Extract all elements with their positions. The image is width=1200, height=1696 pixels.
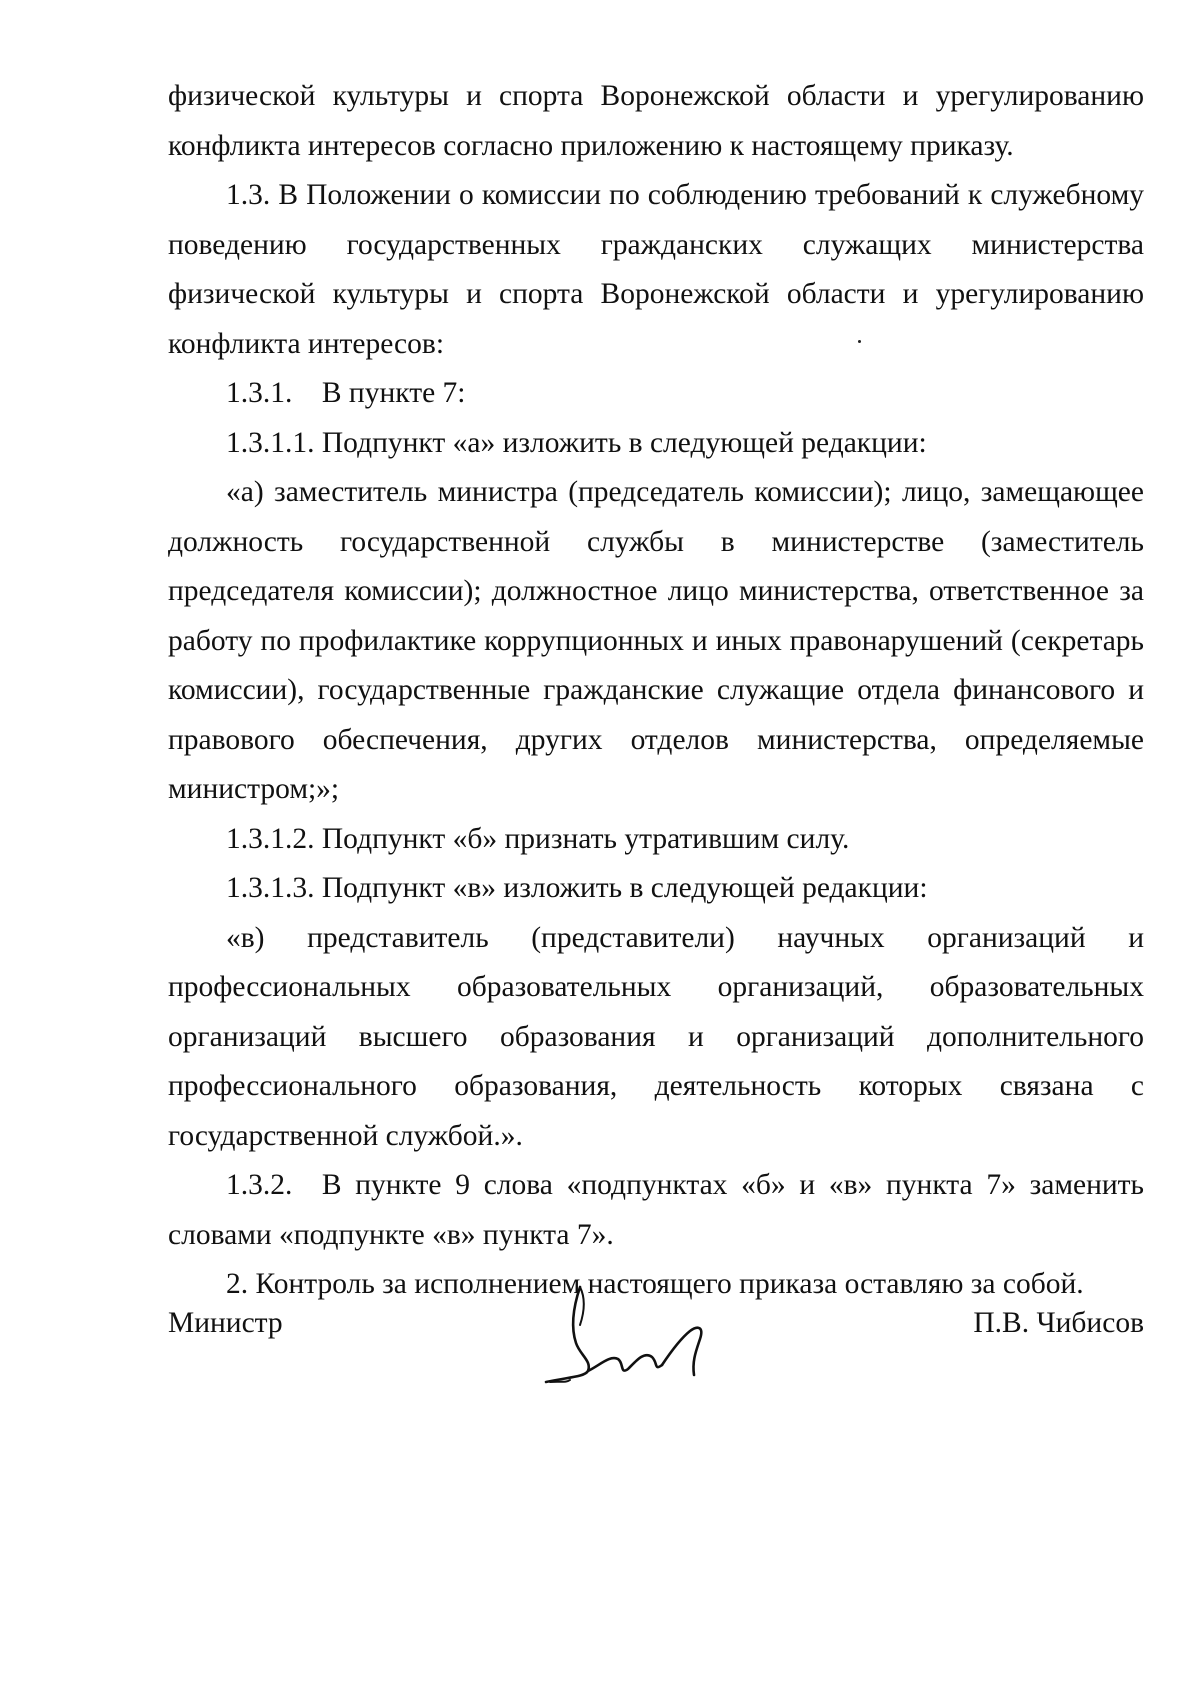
signatory-name: П.В. Чибисов [973, 1307, 1144, 1339]
paragraph-1-3-1-1: 1.3.1.1. Подпункт «а» изложить в следующей редакции: [226, 426, 927, 459]
paragraph-2: 2. Контроль за исполнением настоящего приказа оставляю за собой. [226, 1268, 1084, 1300]
paragraph-1-3-1-3: 1.3.1.3. Подпункт «в» изложить в следующей редакции: [226, 872, 928, 904]
paragraph-subpoint-v: «в) представитель (представители) научных организаций и профессиональных образовательных организаций, образовательных организаций высшего образования и организаций дополнительного профессионального образования, деятельность которых связана с государственной службой.». [168, 921, 1144, 1152]
paragraph-continuation: физической культуры и спорта Воронежской области и урегулированию конфликта интересов согласно приложению к настоящему приказу. [168, 80, 1144, 162]
paragraph-1-3-1-2: 1.3.1.2. Подпункт «б» признать утратившим силу. [226, 822, 850, 855]
document-body [168, 72, 1144, 1310]
paragraph-1-3-2: 1.3.2. В пункте 9 слова «подпунктах «б» и «в» пункта 7» заменить словами «подпункте «в» пункта 7». [168, 1169, 1144, 1251]
paragraph-1-3-1: 1.3.1. В пункте 7: [226, 377, 466, 409]
signatory-title: Министр [168, 1307, 283, 1339]
handwritten-signature [540, 1285, 730, 1390]
paragraph-1-3: 1.3. В Положении о комиссии по соблюдению требований к служебному поведению государственных гражданских служащих министерства физической культуры и спорта Воронежской области и урегулированию конфликта интересов: [168, 179, 1144, 360]
paragraph-subpoint-a: «а) заместитель министра (председатель комиссии); лицо, замещающее должность государственной службы в министерстве (заместитель председателя комиссии); должностное лицо министерства, ответственное за работу по профилактике коррупционных и иных правонарушений (секретарь комиссии), государственные гражданские служащие отдела финансового и правового обеспечения, других отделов министерства, определяемые министром;»; [168, 476, 1144, 805]
stray-dot-mark [858, 340, 861, 343]
